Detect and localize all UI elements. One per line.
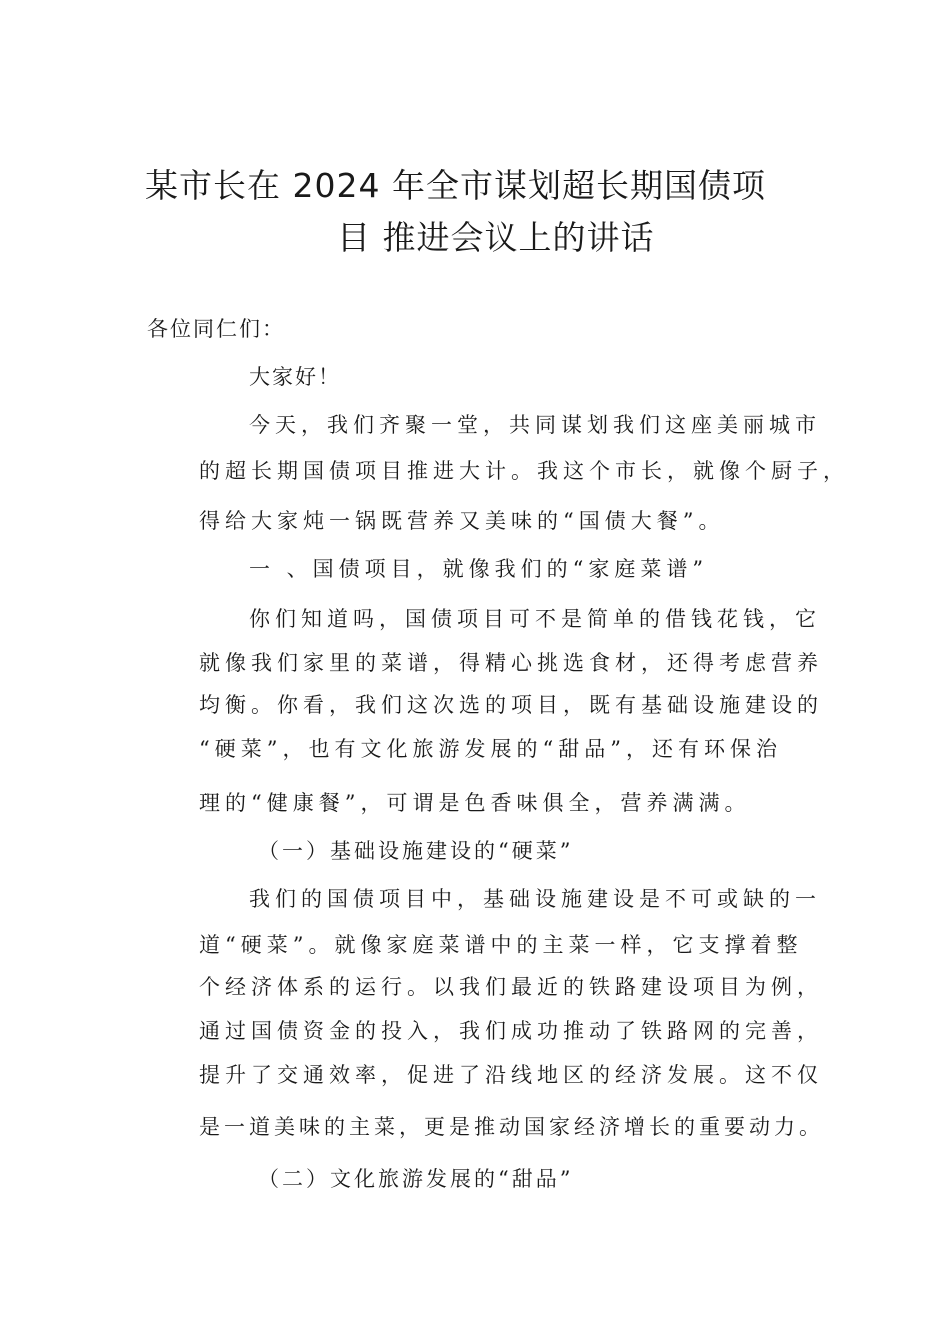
section1-line: 就像我们家里的菜谱，得精心挑选食材，还得考虑营养 <box>199 651 823 675</box>
intro-line: 今天，我们齐聚一堂，共同谋划我们这座美丽城市 <box>249 413 821 437</box>
sub1-line: 通过国债资金的投入，我们成功推动了铁路网的完善， <box>199 1019 823 1043</box>
intro-line: 得给大家炖一锅既营养又美味的“国债大餐”。 <box>199 509 725 533</box>
section1-line: 均衡。你看，我们这次选的项目，既有基础设施建设的 <box>199 693 823 717</box>
sub1-line: 道“硬菜”。就像家庭菜谱中的主菜一样，它支撑着整 <box>199 933 803 957</box>
sub1-line: 个经济体系的运行。以我们最近的铁路建设项目为例， <box>199 975 823 999</box>
section1-line: 你们知道吗，国债项目可不是简单的借钱花钱，它 <box>249 607 821 631</box>
document-title-line-2: 目 推进会议上的讲话 <box>337 218 655 257</box>
subsection-heading: （二）文化旅游发展的“甜品” <box>258 1167 574 1191</box>
greeting: 大家好！ <box>249 365 341 389</box>
sub1-line: 提升了交通效率，促进了沿线地区的经济发展。这不仅 <box>199 1063 823 1087</box>
sub1-line: 我们的国债项目中，基础设施建设是不可或缺的一 <box>249 887 821 911</box>
subsection-heading: （一）基础设施建设的“硬菜” <box>258 839 574 863</box>
document-title-line-1: 某市长在 2024 年全市谋划超长期国债项 <box>145 166 766 205</box>
intro-line: 的超长期国债项目推进大计。我这个市长，就像个厨子， <box>199 459 849 483</box>
section1-line: 理的“健康餐”，可谓是色香味俱全，营养满满。 <box>199 791 751 815</box>
sub1-line: 是一道美味的主菜，更是推动国家经济增长的重要动力。 <box>199 1115 824 1139</box>
salutation: 各位同仁们： <box>147 317 285 341</box>
section1-line: “硬菜”，也有文化旅游发展的“甜品”，还有环保治 <box>199 737 782 761</box>
section-heading: 一 、国债项目，就像我们的“家庭菜谱” <box>249 557 709 581</box>
